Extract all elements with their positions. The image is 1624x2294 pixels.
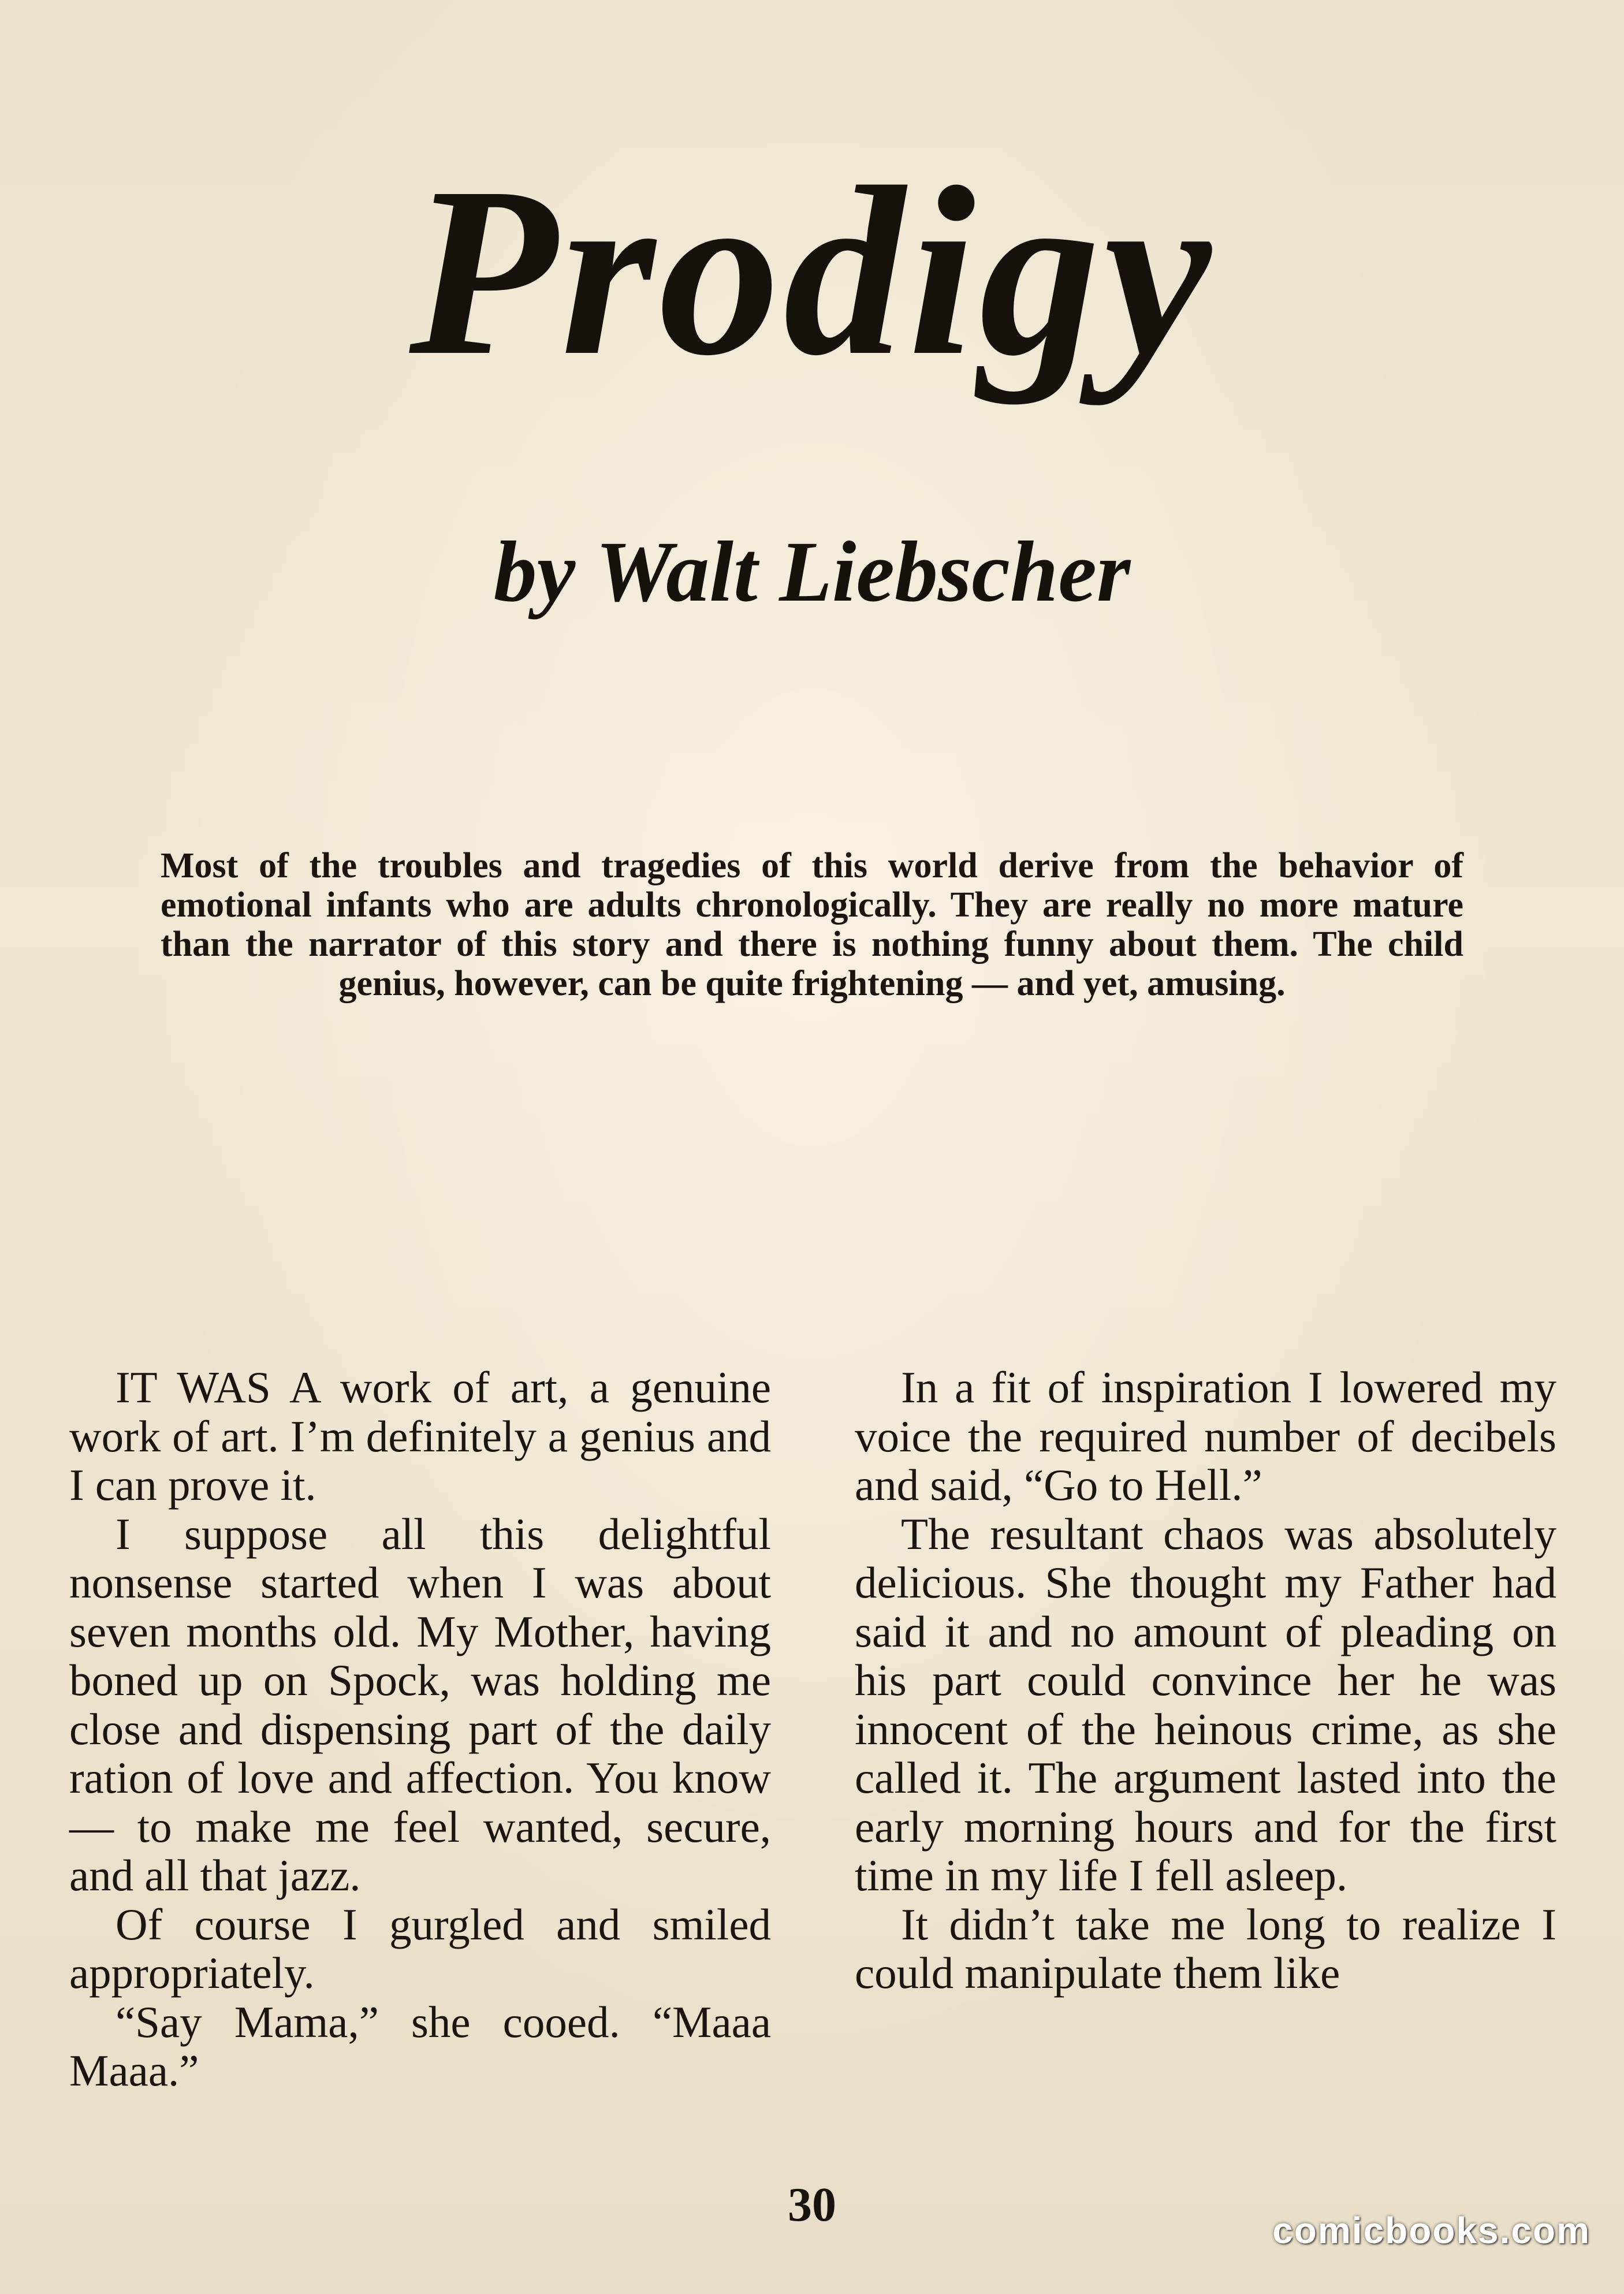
- paragraph: The resultant chaos was absolutely delicious. She thought my Father had said it and no amount of pleading on his part could convince her he was innocent of the heinous crime, as she called it. The argument lasted into the early morning hours and for the first time in my life I fell asleep.: [855, 1509, 1556, 1900]
- author-byline: by Walt Liebscher: [493, 524, 1131, 620]
- paragraph: “Say Mama,” she cooed. “Maaa Maaa.”: [69, 1997, 771, 2095]
- page-number: 30: [788, 2178, 836, 2232]
- paragraph: In a fit of inspiration I lowered my voice the required number of decibels and said, “Go to Hell.”: [855, 1362, 1556, 1510]
- paragraph: IT WAS A work of art, a genuine work of art. I’m definitely a genius and I can prove it.: [69, 1362, 771, 1510]
- site-watermark: comicbooks.com: [1272, 2210, 1591, 2251]
- story-title: Prodigy: [409, 137, 1215, 405]
- body-column-right: [855, 1363, 1556, 1998]
- paragraph: It didn’t take me long to realize I could manipulate them like: [855, 1899, 1556, 1998]
- body-column-left: [69, 1363, 771, 2095]
- paragraph: I suppose all this delightful nonsense started when I was about seven months old. My Mother, having boned up on Spock, was holding me close and dispensing part of the daily ration of love and affection. You know — to make me feel wanted, secure, and all that jazz.: [69, 1509, 771, 1900]
- story-intro-blurb: Most of the troubles and tragedies of this world derive from the behavior of emotional infants who are adults chronologically. They are really no more mature than the narrator of this story and there is nothing funny about them. The child genius, however, can be quite frightening — and yet, amusing.: [161, 846, 1463, 1003]
- paragraph: Of course I gurgled and smiled appropriately.: [69, 1899, 771, 1998]
